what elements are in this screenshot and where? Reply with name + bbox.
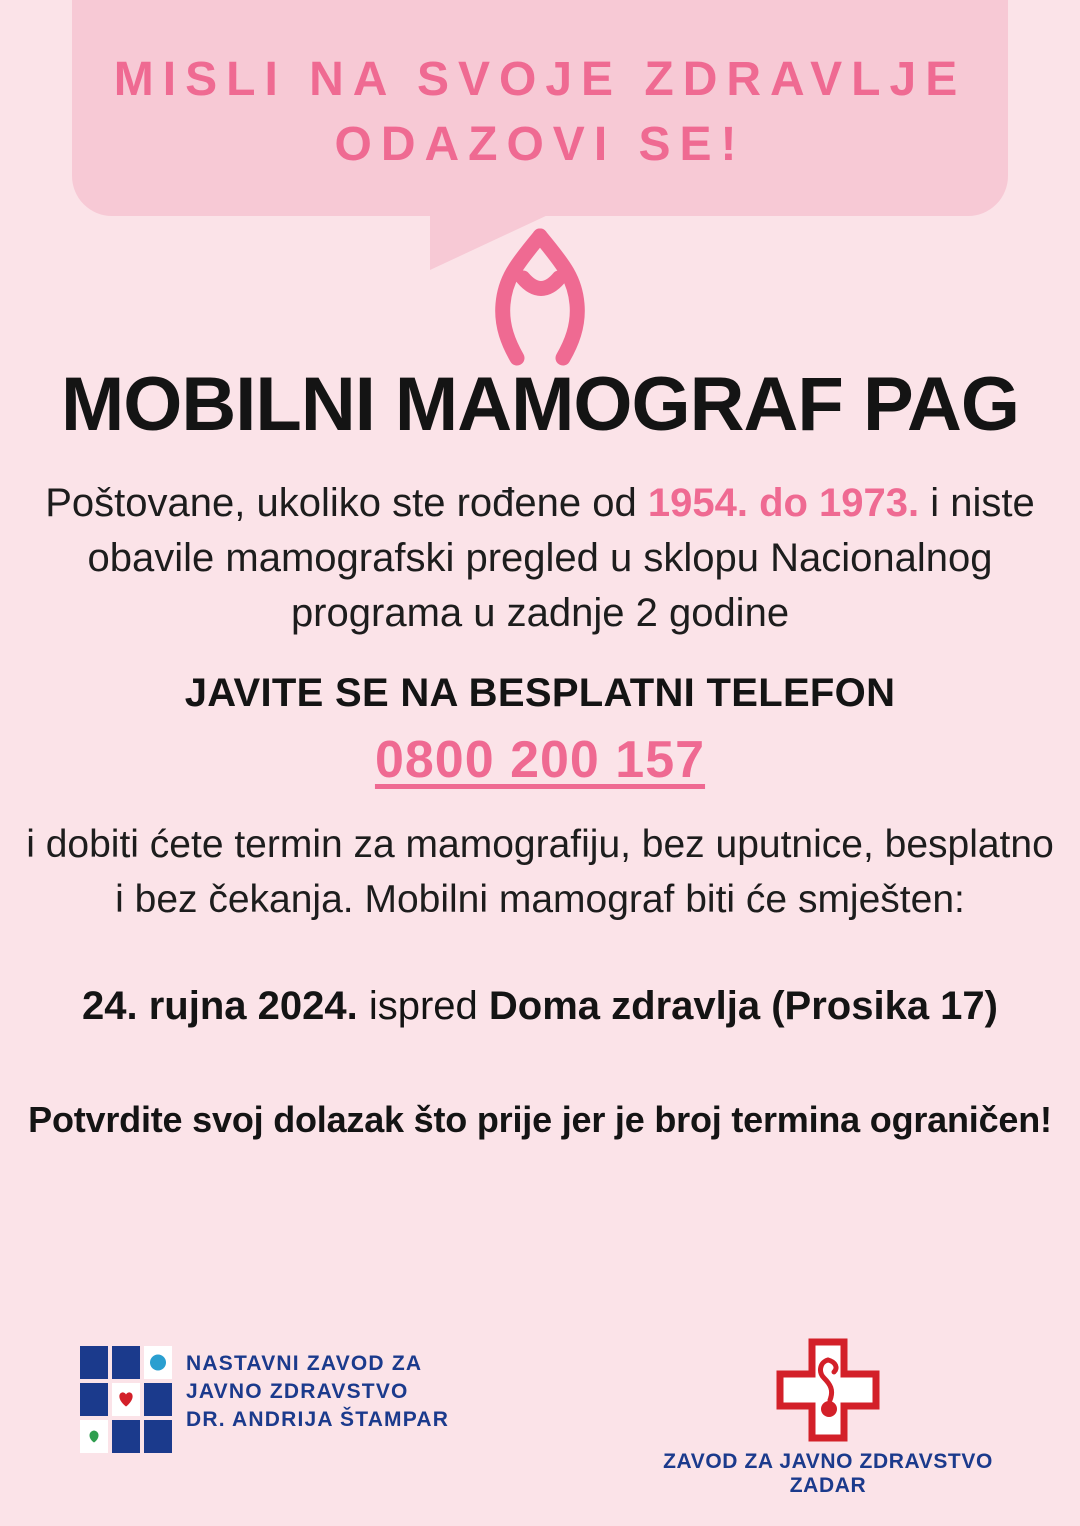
intro-part-1: Poštovane, ukoliko ste rođene od [45, 480, 648, 525]
logo-grid-icon [80, 1346, 172, 1438]
nastavni-zavod-line-3: DR. ANDRIJA ŠTAMPAR [186, 1407, 450, 1431]
call-instruction: JAVITE SE NA BESPLATNI TELEFON [184, 671, 896, 716]
poster-content [0, 360, 1080, 1141]
intro-part-2: i niste obavile mamografski pregled u sklopu Nacionalnog programa u zadnje 2 godine [87, 480, 1035, 636]
visit-date: 24. rujna 2024. [81, 984, 358, 1029]
pink-ribbon-icon [475, 218, 605, 368]
confirm-notice: Potvrdite svoj dolazak što prije jer je broj termina ograničen! [28, 1098, 1052, 1140]
red-cross-icon [776, 1338, 880, 1442]
zavod-zadar-logo [638, 1338, 1018, 1498]
appointment-paragraph: i dobiti ćete termin za mamografiju, bez uputnice, besplatno i bez čekanja. Mobilni mamograf biti će smješten: [26, 823, 1054, 921]
page-title: MOBILNI MAMOGRAF PAG [60, 362, 1020, 447]
nastavni-zavod-line-1: NASTAVNI ZAVOD ZA [186, 1352, 423, 1376]
zavod-zadar-caption: ZAVOD ZA JAVNO ZDRAVSTVO ZADAR [663, 1450, 993, 1497]
visit-location: Doma zdravlja (Prosika 17) [488, 984, 998, 1029]
headline-line-1: MISLI NA SVOJE ZDRAVLJE [113, 53, 967, 107]
nastavni-zavod-line-2: JAVNO ZDRAVSTVO [186, 1380, 409, 1404]
ribbon-container [0, 218, 1080, 368]
location-connector: ispred [357, 984, 489, 1029]
footer [0, 1332, 1080, 1497]
headline-line-2: ODAZOVI SE! [334, 118, 746, 171]
phone-number[interactable]: 0800 200 157 [374, 731, 706, 790]
nastavni-zavod-text [186, 1350, 449, 1433]
nastavni-zavod-logo [80, 1346, 449, 1438]
headline-bubble [72, 0, 1008, 216]
intro-paragraph [38, 476, 1042, 642]
birth-years-highlight: 1954. do 1973. [647, 480, 920, 525]
location-info [70, 979, 1010, 1034]
